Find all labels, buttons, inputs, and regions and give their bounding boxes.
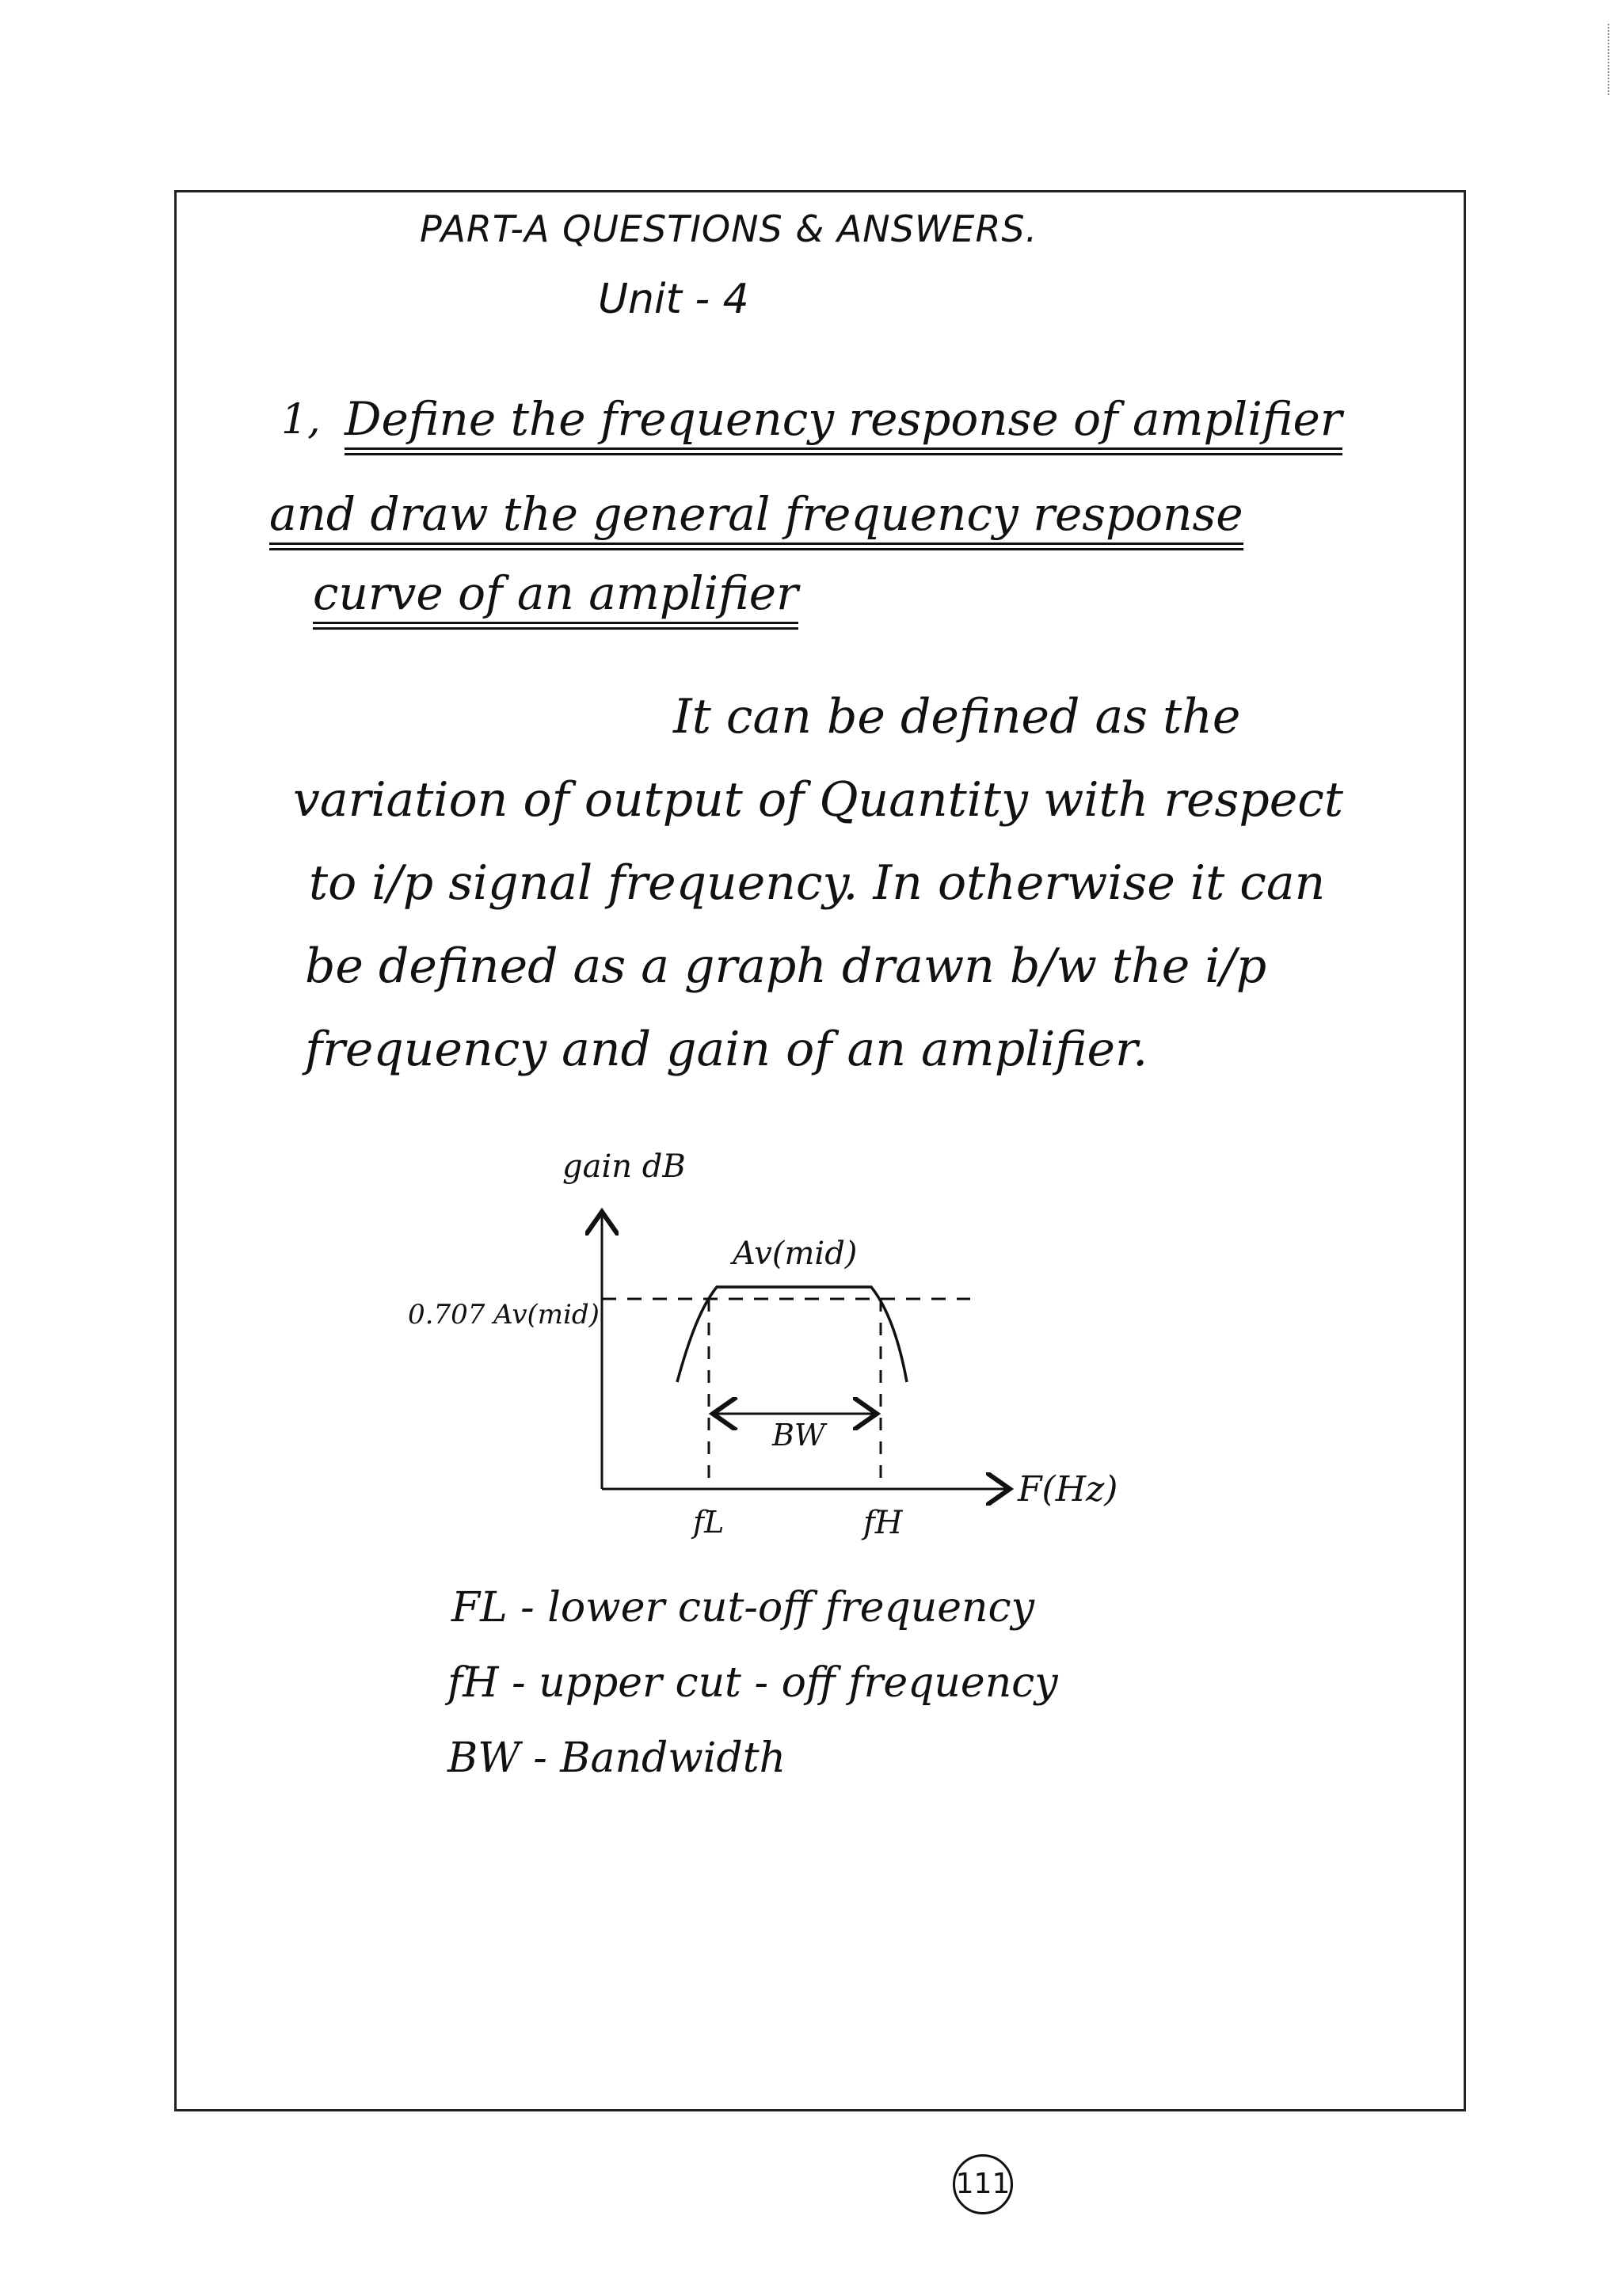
question-line-1: Define the frequency response of amplifier <box>345 392 1342 450</box>
question-line-3: curve of an amplifier <box>313 566 798 624</box>
question-number: 1, <box>281 396 321 444</box>
x-axis-label: F(Hz) <box>1018 1469 1118 1510</box>
bandwidth-label: BW <box>772 1418 825 1453</box>
answer-line-1: It can be defined as the <box>673 689 1241 744</box>
f-high-label: fH <box>863 1505 903 1541</box>
answer-line-4: be defined as a graph drawn b/w the i/p <box>305 939 1267 994</box>
peak-label: Av(mid) <box>733 1236 858 1272</box>
question-line-2: and draw the general frequency response <box>269 487 1243 545</box>
y-axis-label: gain dB <box>562 1148 686 1185</box>
legend-f-low: FL - lower cut-off frequency <box>451 1584 1035 1632</box>
page-number: 111 <box>953 2154 1013 2214</box>
f-low-label: fL <box>693 1505 725 1540</box>
unit-heading: Unit - 4 <box>598 276 749 323</box>
answer-line-3: to i/p signal frequency. In otherwise it can <box>309 855 1326 911</box>
cutoff-level-label: 0.707 Av(mid) <box>408 1299 600 1331</box>
legend-bandwidth: BW - Bandwidth <box>447 1734 786 1782</box>
answer-line-5: frequency and gain of an amplifier. <box>305 1022 1148 1077</box>
page-title: PART-A QUESTIONS & ANSWERS. <box>420 208 1038 250</box>
response-curve <box>677 1287 907 1382</box>
answer-line-2: variation of output of Quantity with respect <box>293 772 1343 828</box>
legend-f-high: fH - upper cut - off frequency <box>447 1659 1058 1707</box>
